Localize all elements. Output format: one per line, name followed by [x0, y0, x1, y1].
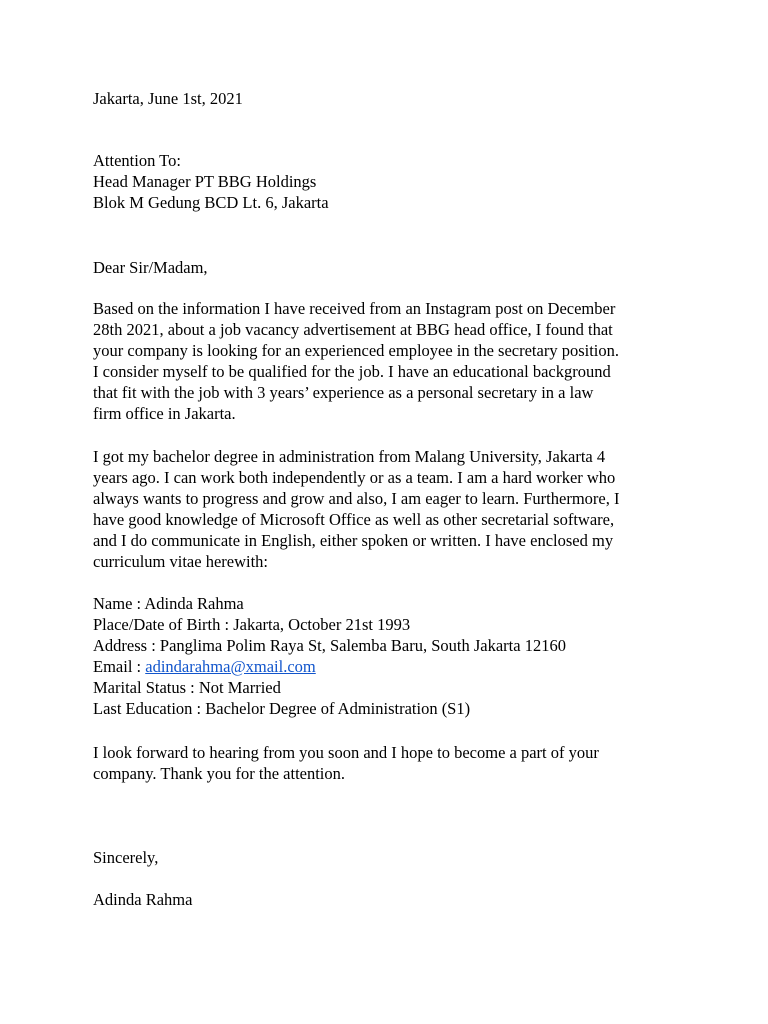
email-label: Email :: [93, 657, 146, 676]
letter-date: [93, 88, 693, 109]
date-line: Jakarta, June 1st, 2021: [93, 89, 243, 108]
paragraph-1: [93, 298, 693, 424]
paragraph-line: your company is looking for an experienced employee in the secretary position.: [93, 341, 620, 360]
recipient-address: Blok M Gedung BCD Lt. 6, Jakarta: [93, 193, 329, 212]
applicant-details: [93, 593, 693, 719]
paragraph-line: firm office in Jakarta.: [93, 404, 236, 423]
detail-birth: Place/Date of Birth : Jakarta, October 21st 1993: [93, 615, 411, 634]
attention-line: Attention To:: [93, 151, 181, 170]
email-link[interactable]: adindarahma@xmail.com: [145, 657, 316, 676]
signature-name: Adinda Rahma: [93, 890, 193, 909]
paragraph-line: 28th 2021, about a job vacancy advertisement at BBG head office, I found that: [93, 320, 613, 339]
paragraph-line: and I do communicate in English, either spoken or written. I have enclosed my: [93, 531, 614, 550]
paragraph-line: years ago. I can work both independently or as a team. I am a hard worker who: [93, 468, 616, 487]
paragraph-line: company. Thank you for the attention.: [93, 764, 346, 783]
paragraph-line: Based on the information I have received from an Instagram post on December: [93, 299, 616, 318]
recipient-block: [93, 150, 693, 213]
paragraph-line: curriculum vitae herewith:: [93, 552, 269, 571]
closing-line: Sincerely,: [93, 848, 159, 867]
signature: [93, 889, 693, 910]
paragraph-line: I got my bachelor degree in administration from Malang University, Jakarta 4: [93, 447, 606, 466]
paragraph-3: [93, 742, 693, 784]
detail-name: Name : Adinda Rahma: [93, 594, 244, 613]
salutation: [93, 257, 693, 278]
paragraph-2: [93, 446, 693, 572]
paragraph-line: always wants to progress and grow and also, I am eager to learn. Furthermore, I: [93, 489, 620, 508]
recipient-name: Head Manager PT BBG Holdings: [93, 172, 317, 191]
detail-email: [93, 656, 693, 677]
paragraph-line: that fit with the job with 3 years’ experience as a personal secretary in a law: [93, 383, 594, 402]
detail-education: Last Education : Bachelor Degree of Administration (S1): [93, 699, 471, 718]
paragraph-line: have good knowledge of Microsoft Office as well as other secretarial software,: [93, 510, 615, 529]
closing: [93, 847, 693, 868]
paragraph-line: I consider myself to be qualified for the job. I have an educational background: [93, 362, 611, 381]
detail-marital: Marital Status : Not Married: [93, 678, 281, 697]
paragraph-line: I look forward to hearing from you soon and I hope to become a part of your: [93, 743, 599, 762]
detail-address: Address : Panglima Polim Raya St, Salemba Baru, South Jakarta 12160: [93, 636, 566, 655]
salutation-line: Dear Sir/Madam,: [93, 258, 208, 277]
